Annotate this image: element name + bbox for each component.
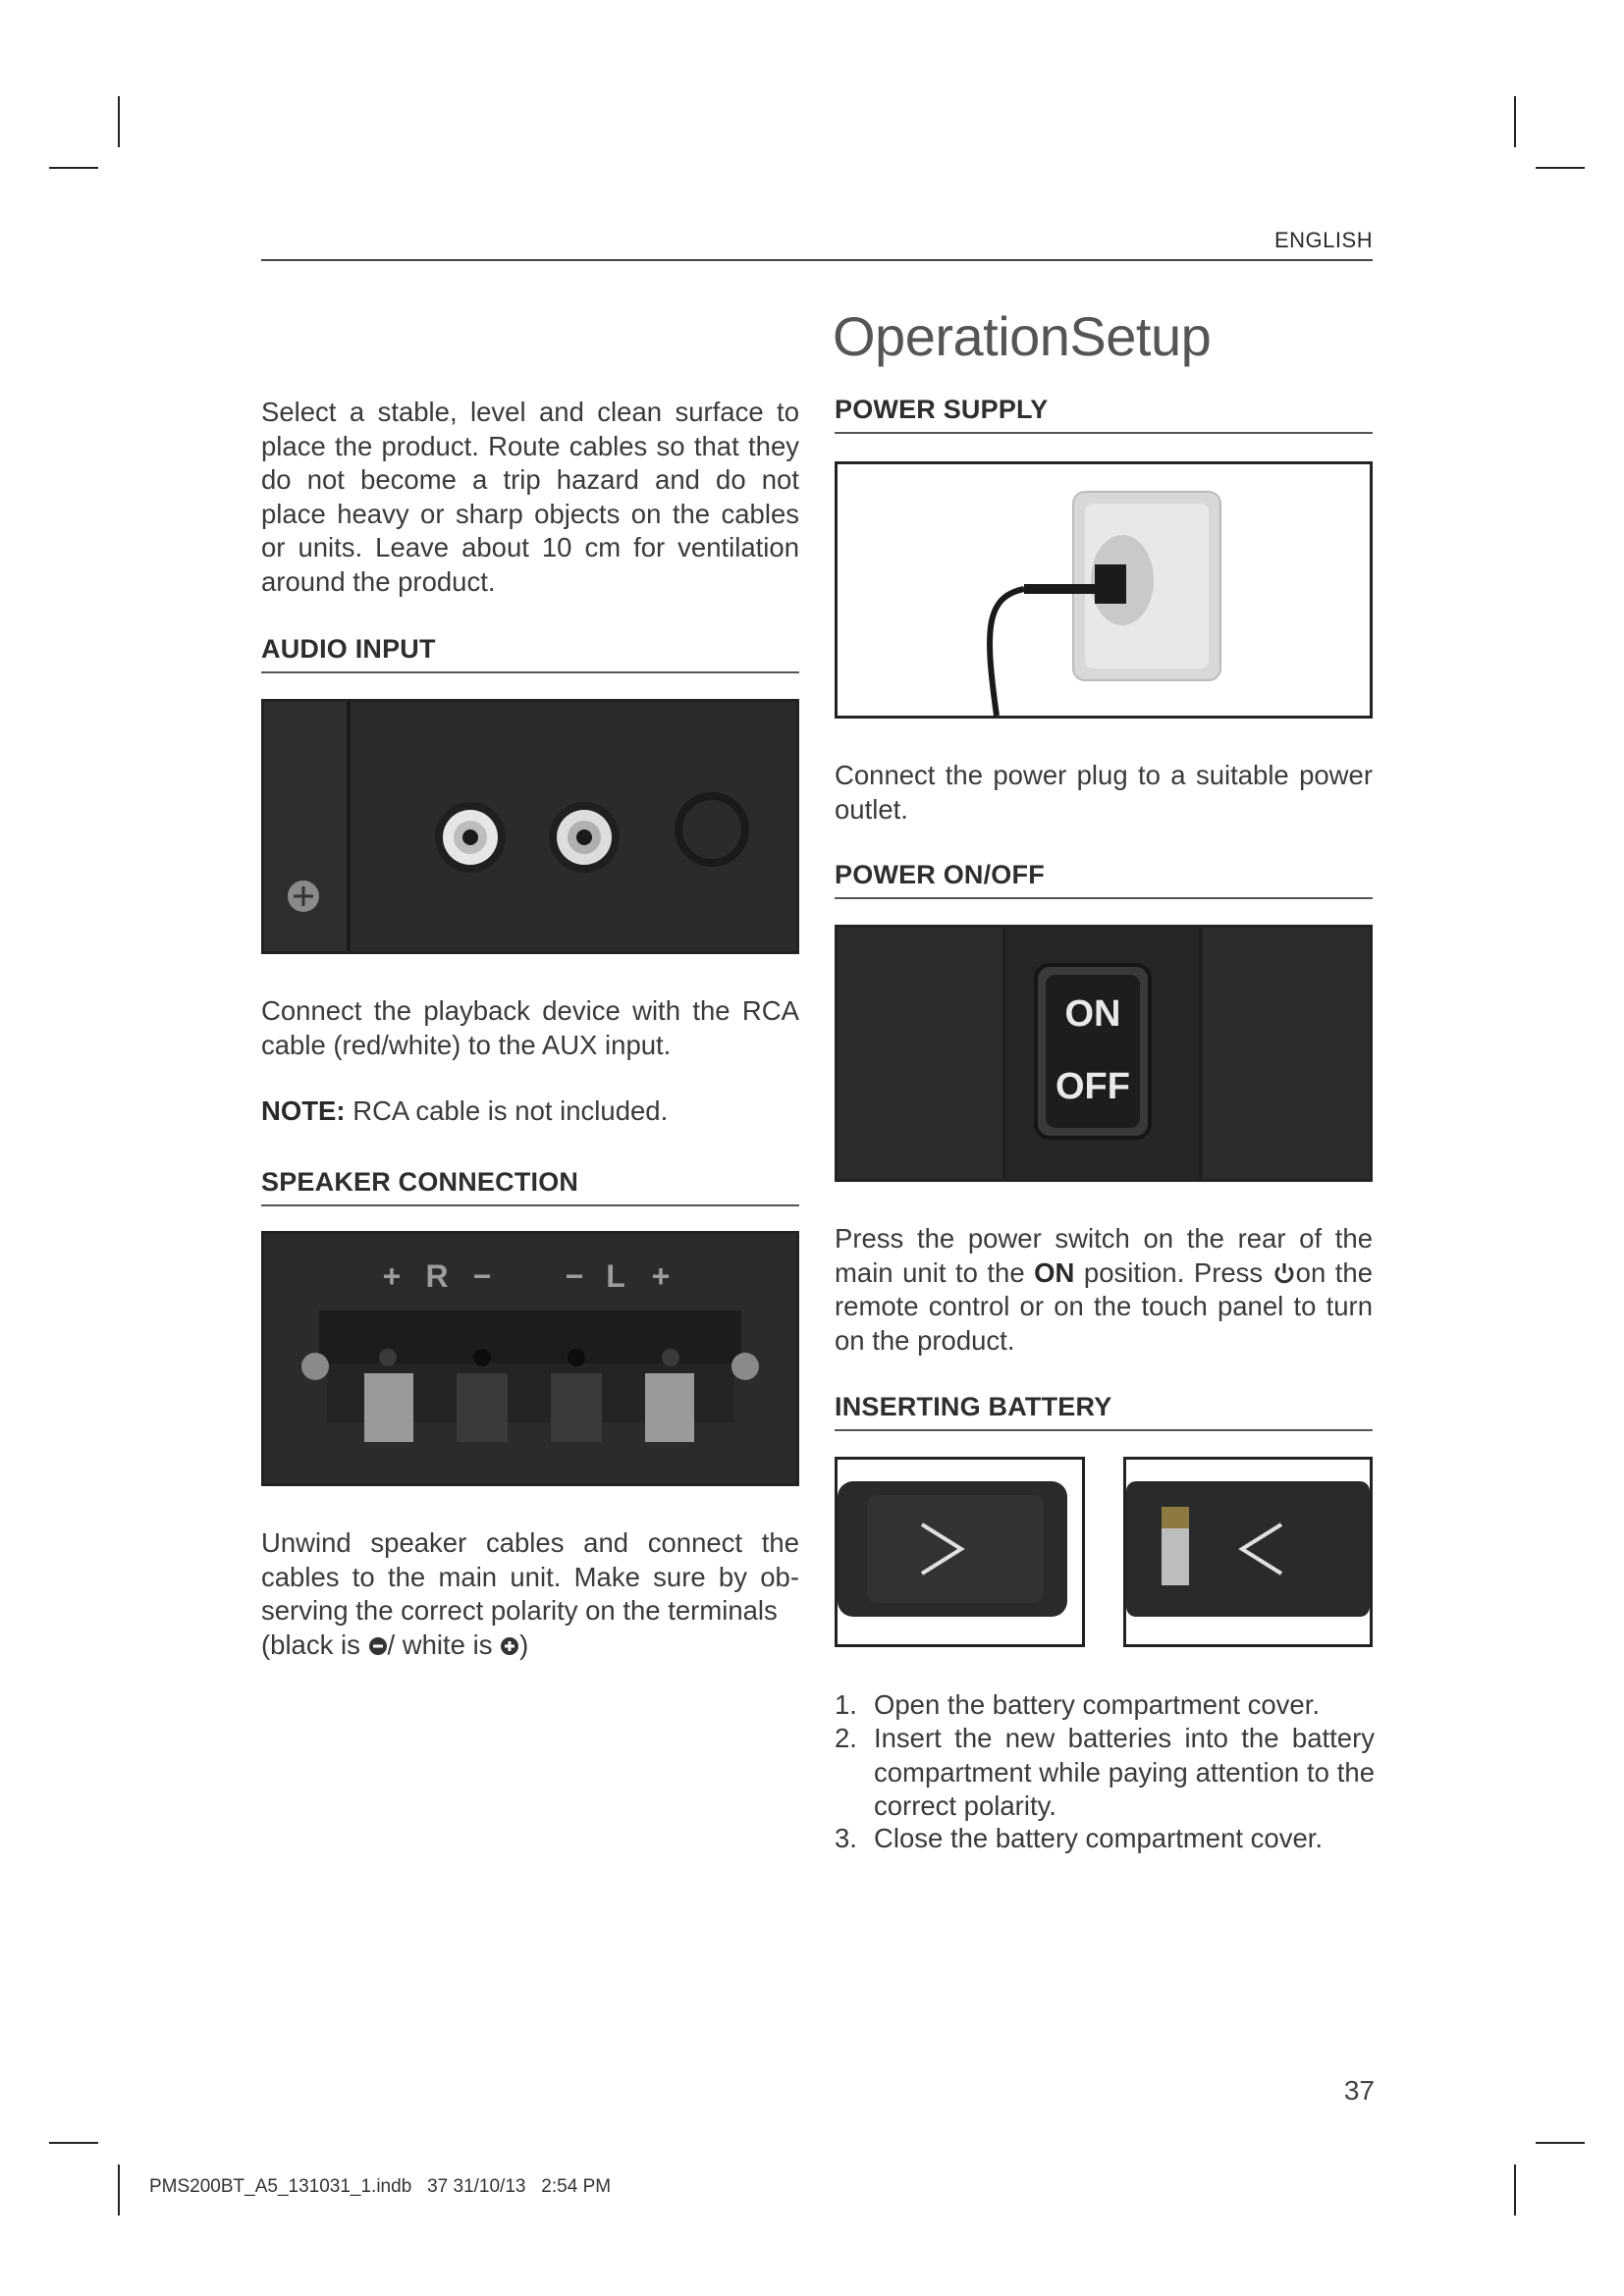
- power-text-on: ON: [1034, 1256, 1075, 1288]
- terminal-clip-white: [645, 1373, 694, 1442]
- step-number: 1.: [835, 1689, 857, 1720]
- language-label: ENGLISH: [1274, 228, 1374, 252]
- terminal-label: L: [606, 1258, 625, 1294]
- remote-cover-close-illustration: [1126, 1460, 1370, 1644]
- battery-steps-list: [835, 1688, 1426, 1885]
- speaker-text-main: Unwind speaker cables and connect the cables to the main unit. Make sure by ob-serving the correct polarity on the terminals: [261, 1527, 799, 1626]
- header-rule: [261, 259, 1373, 261]
- switch-on-label: ON: [1064, 993, 1121, 1035]
- audio-input-text: Connect the playback device with the RCA cable (red/white) to the AUX input.: [261, 995, 799, 1060]
- note-label: NOTE:: [261, 1095, 346, 1126]
- terminal-hole-icon: [662, 1349, 679, 1366]
- step-text: Open the battery compartment cover.: [874, 1689, 1320, 1720]
- power-switch-illustration: [838, 928, 1370, 1179]
- crop-mark: [49, 167, 98, 169]
- screw-icon: [731, 1353, 759, 1380]
- terminal-label: −: [565, 1258, 584, 1294]
- power-text-b: position. Press: [1074, 1256, 1272, 1288]
- speaker-terminal-figure: [261, 1231, 799, 1486]
- step-number: 2.: [835, 1723, 857, 1753]
- terminal-label: R: [425, 1258, 449, 1294]
- step-text: Insert the new batteries into the battery compartment while paying attention to the correct polarity.: [874, 1723, 1375, 1821]
- inserting-battery-rule: [835, 1429, 1373, 1431]
- audio-input-figure: [261, 699, 799, 954]
- terminal-hole-icon: [473, 1349, 491, 1366]
- intro-paragraph: Select a stable, level and clean surface to place the product. Route cables so that they do not become a trip hazard and do not place heavy or sharp objects on the cables or units. Leave about 10 cm for ventilation around the product.: [261, 397, 799, 597]
- plus-circle-icon: [500, 1636, 519, 1656]
- power-on-off-heading: POWER ON/OFF: [835, 860, 1045, 889]
- power-icon: [1272, 1261, 1296, 1285]
- speaker-connection-rule: [261, 1204, 799, 1206]
- speaker-text-white: / white is: [387, 1629, 501, 1660]
- crop-mark: [1514, 96, 1516, 147]
- power-switch-figure: [835, 925, 1373, 1182]
- power-text-a: Press the power switch on the rear of the main unit to the: [835, 1223, 1373, 1288]
- audio-input-note: [261, 1095, 799, 1129]
- print-footer: PMS200BT_A5_131031_1.indb 37 31/10/13 2:54 PM: [149, 2176, 612, 2197]
- screw-icon: [301, 1353, 329, 1380]
- terminal-clip-black: [457, 1373, 508, 1442]
- switch-off-label: OFF: [1056, 1066, 1130, 1107]
- terminal-clip-white: [364, 1373, 413, 1442]
- terminal-label: −: [472, 1258, 492, 1294]
- speaker-terminal-illustration: [264, 1234, 796, 1483]
- terminal-hole-icon: [379, 1349, 397, 1366]
- speaker-text-close: ): [519, 1629, 529, 1660]
- terminal-hole-icon: [568, 1349, 585, 1366]
- power-supply-heading: POWER SUPPLY: [835, 395, 1049, 424]
- crop-mark: [1514, 2164, 1516, 2216]
- crop-mark: [1536, 167, 1585, 169]
- minus-circle-icon: [368, 1636, 388, 1656]
- power-supply-figure: [835, 461, 1373, 719]
- audio-input-rule: [261, 671, 799, 673]
- wall-socket-illustration: [838, 464, 1370, 716]
- power-supply-rule: [835, 432, 1373, 434]
- power-on-off-rule: [835, 897, 1373, 899]
- terminal-label: +: [382, 1258, 402, 1294]
- crop-mark: [118, 96, 120, 147]
- crop-mark: [1536, 2142, 1585, 2144]
- power-on-off-text: [835, 1222, 1373, 1358]
- page-number: 37: [1343, 2075, 1375, 2106]
- power-supply-text: Connect the power plug to a suitable power outlet.: [835, 760, 1373, 825]
- speaker-connection-text: [261, 1526, 799, 1662]
- terminal-label: +: [651, 1258, 671, 1294]
- battery-open-figure: [835, 1457, 1085, 1647]
- step-number: 3.: [835, 1823, 857, 1853]
- inserting-battery-heading: INSERTING BATTERY: [835, 1392, 1112, 1421]
- step-text: Close the battery compartment cover.: [874, 1823, 1324, 1853]
- crop-mark: [49, 2142, 98, 2144]
- battery-close-figure: [1123, 1457, 1373, 1647]
- power-text-c: on the remote control or on the touch panel to turn on the product.: [835, 1256, 1373, 1356]
- audio-input-heading: AUDIO INPUT: [261, 634, 436, 664]
- note-text: RCA cable is not included.: [345, 1095, 669, 1126]
- rca-jacks-illustration: [264, 702, 796, 951]
- page-title: OperationSetup: [833, 305, 1212, 367]
- speaker-connection-heading: SPEAKER CONNECTION: [261, 1167, 579, 1197]
- terminal-clip-black: [551, 1373, 602, 1442]
- crop-mark: [118, 2164, 120, 2216]
- remote-cover-open-illustration: [838, 1460, 1082, 1644]
- speaker-text-black: (black is: [261, 1629, 368, 1660]
